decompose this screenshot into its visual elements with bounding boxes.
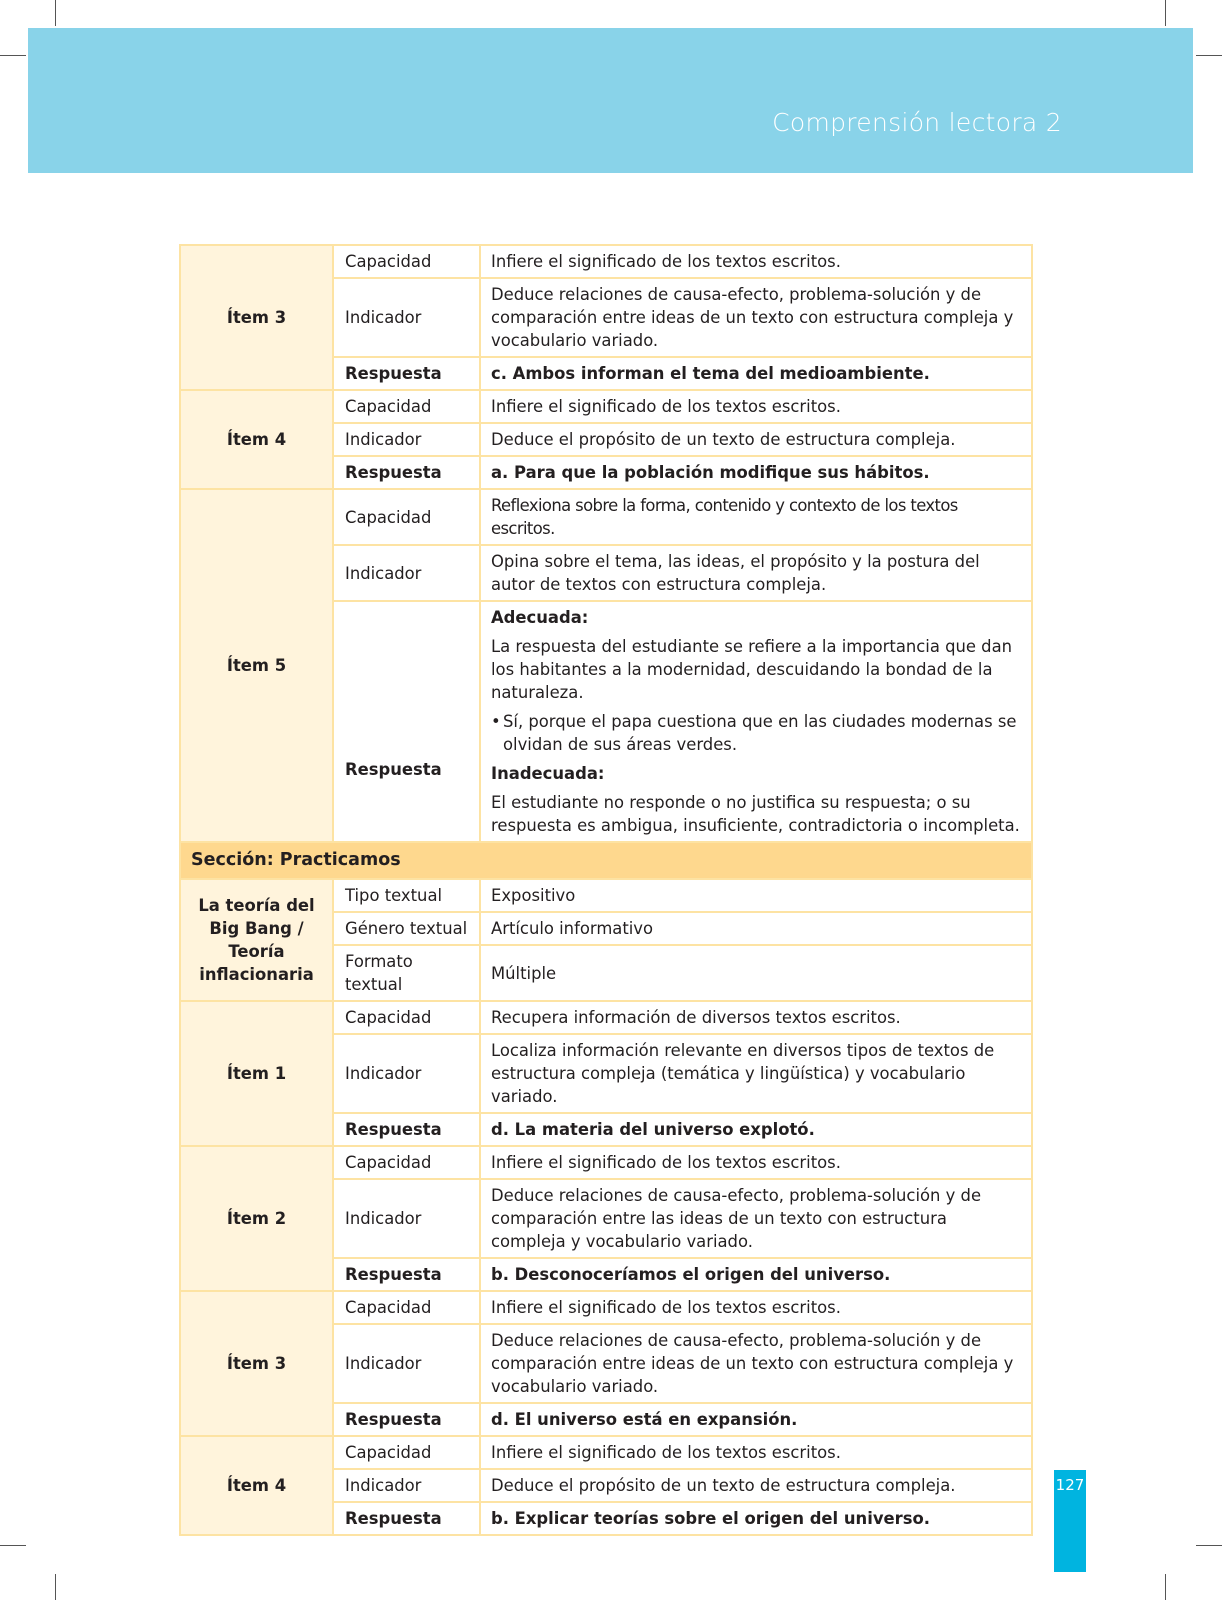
row-value: Recupera información de diversos textos escritos. <box>480 1001 1032 1034</box>
table-row <box>180 1001 1032 1034</box>
header-band <box>28 28 1193 173</box>
row-label: Capacidad <box>333 245 480 278</box>
row-value: Múltiple <box>480 945 1032 1001</box>
row-value: Infiere el significado de los textos escritos. <box>480 245 1032 278</box>
row-label: Indicador <box>333 423 480 456</box>
answer-value: c. Ambos informan el tema del medioambiente. <box>480 357 1032 390</box>
bullet-symbol: • <box>491 712 501 731</box>
table-row <box>180 390 1032 423</box>
row-label: Indicador <box>333 1179 480 1258</box>
bullet-text: Sí, porque el papa cuestiona que en las ciudades modernas se olvidan de sus áreas verdes. <box>503 712 1017 754</box>
answer-value: b. Desconoceríamos el origen del universo. <box>480 1258 1032 1291</box>
table-row <box>180 489 1032 545</box>
crop-mark <box>1196 1545 1222 1546</box>
row-value: Deduce relaciones de causa-efecto, problema-solución y de comparación entre ideas de un texto con estructura compleja y vocabulario variado. <box>480 278 1032 357</box>
row-label: Indicador <box>333 545 480 601</box>
row-value: Deduce el propósito de un texto de estructura compleja. <box>480 1469 1032 1502</box>
table-row <box>180 1291 1032 1324</box>
adequate-label: Adecuada: <box>491 608 589 627</box>
row-value: Deduce relaciones de causa-efecto, problema-solución y de comparación entre las ideas de un texto con estructura compleja y vocabulario variado. <box>480 1179 1032 1258</box>
inadequate-text: El estudiante no responde o no justifica su respuesta; o su respuesta es ambigua, insuficiente, contradictoria o incompleta. <box>491 793 1020 835</box>
header-title: Comprensión lectora 2 <box>772 108 1062 137</box>
adequate-text: La respuesta del estudiante se refiere a la importancia que dan los habitantes a la modernidad, descuidando la bondad de la naturaleza. <box>491 637 1013 702</box>
row-value: Artículo informativo <box>480 912 1032 945</box>
table-row <box>180 879 1032 912</box>
section-title: Sección: Practicamos <box>180 842 1032 879</box>
row-label: Capacidad <box>333 390 480 423</box>
row-label: Capacidad <box>333 1146 480 1179</box>
item-cell: Ítem 3 <box>180 245 333 390</box>
table-row <box>180 245 1032 278</box>
row-label: Respuesta <box>333 601 480 842</box>
crop-mark <box>0 1545 26 1546</box>
evaluation-table <box>179 244 1033 1536</box>
item-cell: Ítem 2 <box>180 1146 333 1291</box>
row-value: Infiere el significado de los textos escritos. <box>480 1146 1032 1179</box>
row-label: Capacidad <box>333 489 480 545</box>
item-cell: Ítem 1 <box>180 1001 333 1146</box>
item-cell: Ítem 3 <box>180 1291 333 1436</box>
row-label: Respuesta <box>333 1403 480 1436</box>
crop-mark <box>0 55 26 56</box>
row-value: Localiza información relevante en diversos tipos de textos de estructura compleja (temática y lingüística) y vocabulario variado. <box>480 1034 1032 1113</box>
page-number: 127 <box>1055 1476 1085 1494</box>
crop-mark <box>1196 55 1222 56</box>
row-label: Respuesta <box>333 1113 480 1146</box>
row-label: Indicador <box>333 1034 480 1113</box>
row-value: Infiere el significado de los textos escritos. <box>480 390 1032 423</box>
crop-mark <box>1165 1574 1166 1600</box>
text-title-cell: La teoría del Big Bang / Teoría inflacionaria <box>180 879 333 1001</box>
crop-mark <box>1165 0 1166 26</box>
answer-value: a. Para que la población modifique sus hábitos. <box>480 456 1032 489</box>
row-label: Capacidad <box>333 1436 480 1469</box>
table-row <box>180 1436 1032 1469</box>
item-cell: Ítem 4 <box>180 390 333 489</box>
row-label: Respuesta <box>333 456 480 489</box>
row-label: Tipo textual <box>333 879 480 912</box>
answer-value: d. El universo está en expansión. <box>480 1403 1032 1436</box>
row-value: Reflexiona sobre la forma, contenido y contexto de los textos escritos. <box>480 489 1032 545</box>
row-value: Expositivo <box>480 879 1032 912</box>
response-cell <box>480 601 1032 842</box>
item-cell: Ítem 4 <box>180 1436 333 1535</box>
row-label: Capacidad <box>333 1001 480 1034</box>
row-label: Capacidad <box>333 1291 480 1324</box>
crop-mark <box>55 0 56 26</box>
row-value: Deduce el propósito de un texto de estructura compleja. <box>480 423 1032 456</box>
table-row <box>180 1146 1032 1179</box>
row-label: Formato textual <box>333 945 480 1001</box>
answer-value: b. Explicar teorías sobre el origen del universo. <box>480 1502 1032 1535</box>
row-label: Género textual <box>333 912 480 945</box>
row-value: Infiere el significado de los textos escritos. <box>480 1436 1032 1469</box>
inadequate-label: Inadecuada: <box>491 764 605 783</box>
section-row <box>180 842 1032 879</box>
row-value: Opina sobre el tema, las ideas, el propósito y la postura del autor de textos con estructura compleja. <box>480 545 1032 601</box>
bullet-item <box>491 710 1021 756</box>
row-label: Indicador <box>333 1324 480 1403</box>
row-value: Deduce relaciones de causa-efecto, problema-solución y de comparación entre ideas de un texto con estructura compleja y vocabulario variado. <box>480 1324 1032 1403</box>
row-label: Respuesta <box>333 357 480 390</box>
row-label: Respuesta <box>333 1258 480 1291</box>
item-cell: Ítem 5 <box>180 489 333 842</box>
crop-mark <box>55 1574 56 1600</box>
row-label: Indicador <box>333 1469 480 1502</box>
row-label: Respuesta <box>333 1502 480 1535</box>
row-value: Infiere el significado de los textos escritos. <box>480 1291 1032 1324</box>
row-label: Indicador <box>333 278 480 357</box>
answer-value: d. La materia del universo explotó. <box>480 1113 1032 1146</box>
